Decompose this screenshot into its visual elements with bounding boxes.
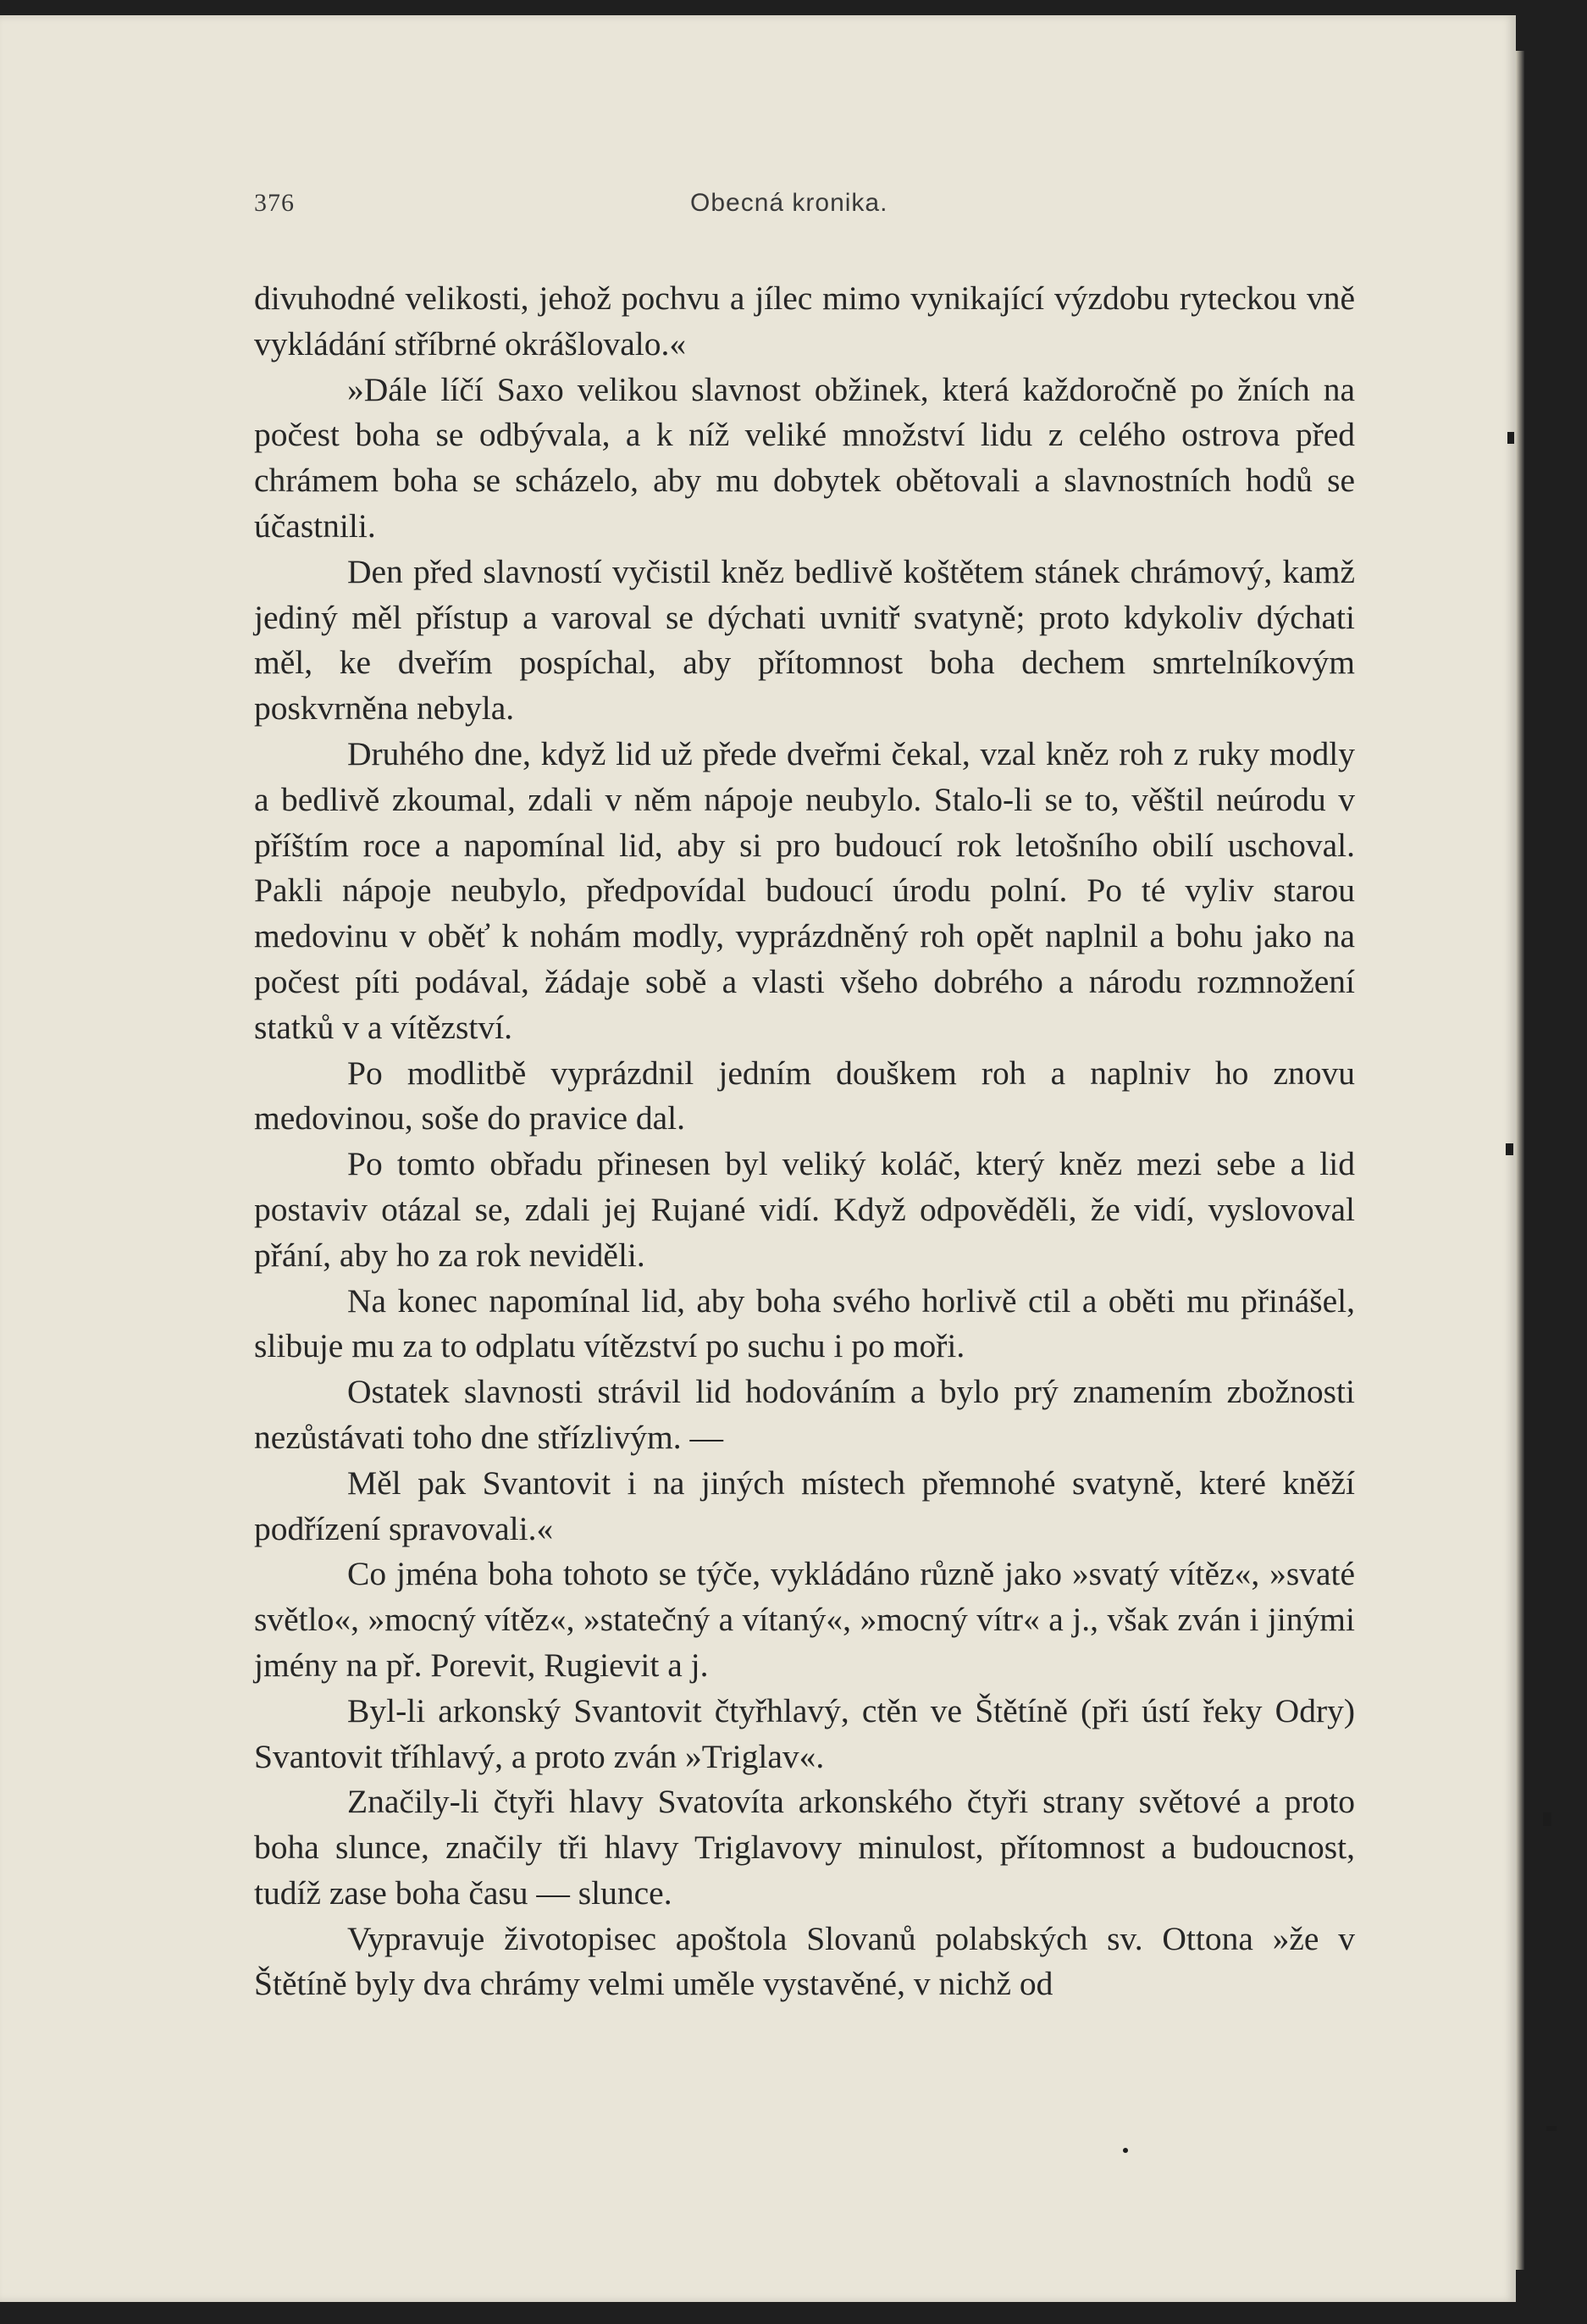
edge-tab-mark (1507, 432, 1514, 444)
paragraph: Ostatek slavnosti strávil lid hodováním a bylo prý znamením zbožnosti nezůstávati toho dne střízlivým. — (254, 1373, 1355, 1456)
paragraph: Po modlitbě vyprázdnil jedním douškem roh a naplniv ho znovu medovinou, soše do pravice dal. (254, 1054, 1355, 1137)
book-page (0, 15, 1516, 2302)
page-edge (1516, 51, 1524, 2270)
paragraph: divuhodné velikosti, jehož pochvu a jílec mimo vynikající výzdobu ryteckou vně vykládání stříbrné okrášlovalo.« (254, 279, 1355, 362)
paragraph: Značily-li čtyři hlavy Svatovíta arkonského čtyři strany světové a proto boha slunce, značily tři hlavy Triglavovy minulost, přítomnost a budoucnost, tudíž zase boha času — slunce. (254, 1783, 1355, 1912)
paragraph: Měl pak Svantovit i na jiných místech přemnohé svatyně, které kněží podřízení spravovali.« (254, 1464, 1355, 1547)
body-text (254, 276, 1355, 2007)
paragraph: Byl-li arkonský Svantovit čtyřhlavý, ctěn ve Štětíně (při ústí řeky Odry) Svantovit tříhlavý, a proto zván »Triglav«. (254, 1691, 1355, 1775)
paragraph: Druhého dne, když lid už přede dveřmi čekal, vzal kněz roh z ruky modly a bedlivě zkoumal, zdali v něm nápoje neubylo. Stalo-li se to, věštil neúrodu v příštím roce a napomínal lid, aby si pro budoucí rok letošního obilí uschoval. Pakli nápoje neubylo, předpovídal budoucí úrodu polní. Po té vyliv starou medovinu v oběť k nohám modly, vyprázdněný roh opět naplnil a bohu jako na počest píti podával, žádaje sobě a vlasti všeho dobrého a národu rozmnožení statků v a vítězství. (254, 734, 1355, 1046)
scan-speck (1123, 2148, 1128, 2153)
page-number: 376 (254, 189, 295, 217)
paragraph: »Dále líčí Saxo velikou slavnost obžinek, která každoročně po žních na počest boha se odbývala, a k níž veliké množství lidu z celého ostrova před chrámem boha se scházelo, aby mu dobytek obětovali a slavnostních hodů se účastnili. (254, 370, 1355, 545)
edge-tab-mark (1543, 1812, 1551, 1826)
paragraph: Co jména boha tohoto se týče, vykládáno různě jako »svatý vítěz«, »svaté světlo«, »mocný vítěz«, »statečný a vítaný«, »mocný vítr« a j., však zván i jinými jmény na př. Porevit, Rugievit a j. (254, 1555, 1355, 1684)
edge-tab-mark (1506, 1143, 1513, 1155)
running-title: Obecná kronika. (690, 189, 888, 217)
running-head (254, 189, 1355, 223)
edge-tab-mark (1546, 2126, 1557, 2131)
paragraph: Den před slavností vyčistil kněz bedlivě koštětem stánek chrámový, kamž jediný měl přístup a varoval se dýchati uvnitř svatyně; proto kdykoliv dýchati měl, ke dveřím pospíchal, aby přítomnost boha dechem smrtelníkovým poskvrněna nebyla. (254, 552, 1355, 728)
paragraph: Vypravuje životopisec apoštola Slovanů polabských sv. Ottona »že v Štětíně byly dva chrámy velmi uměle vystavěné, v nichž od (254, 1919, 1355, 2003)
paragraph: Po tomto obřadu přinesen byl veliký koláč, který kněz mezi sebe a lid postaviv otázal se, zdali jej Rujané vidí. Když odpověděli, že vidí, vyslovoval přání, aby ho za rok neviděli. (254, 1145, 1355, 1274)
paragraph: Na konec napomínal lid, aby boha svého horlivě ctil a oběti mu přinášel, slibuje mu za to odplatu vítězství po suchu i po moři. (254, 1281, 1355, 1365)
